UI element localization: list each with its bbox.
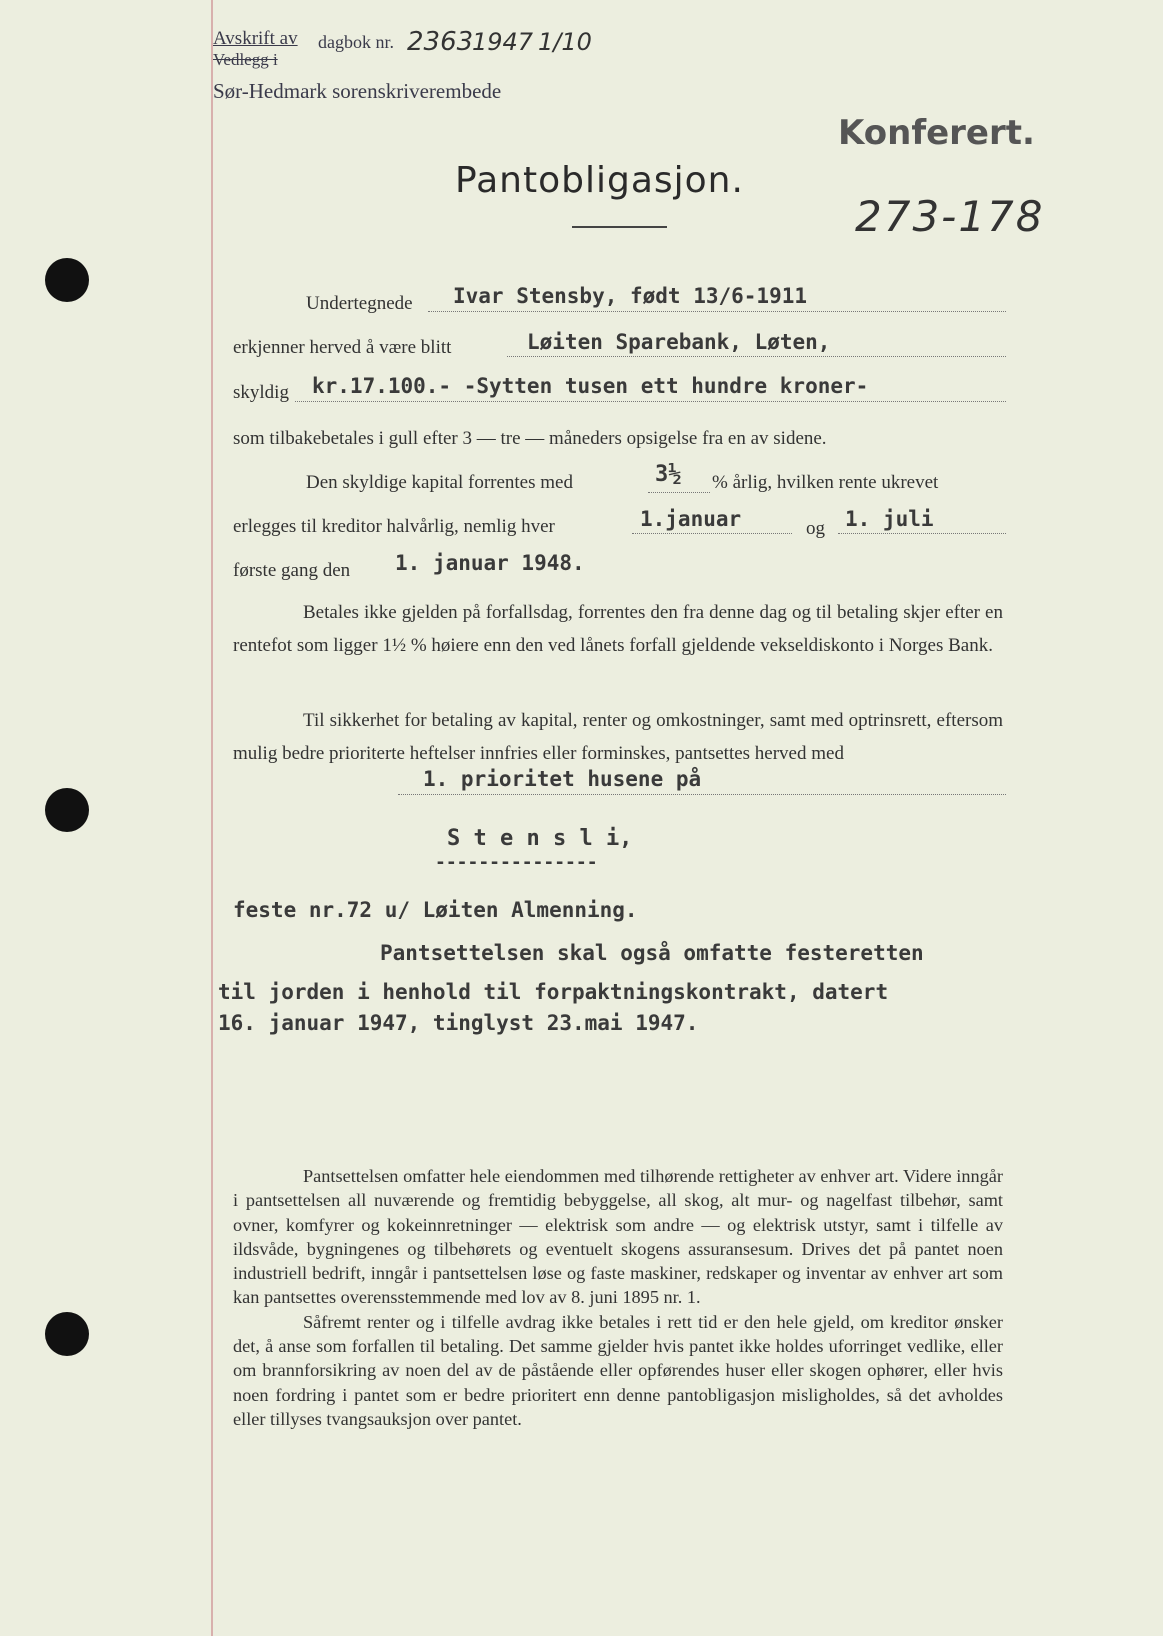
fill-line <box>648 492 710 493</box>
coverage-paragraph <box>233 1164 1003 1431</box>
punch-hole <box>45 258 89 302</box>
creditor-value: Løiten Sparebank, Løten, <box>527 330 831 354</box>
typed-line: til jorden i henhold til forpaktningskontrakt, datert <box>218 980 889 1004</box>
erlegges-label: erlegges til kreditor halvårlig, nemlig hver <box>233 516 555 537</box>
fill-line <box>838 533 1006 534</box>
margin-line <box>211 0 213 1636</box>
fill-line <box>398 794 1006 795</box>
late-payment-paragraph <box>233 596 1003 662</box>
interest-label: Den skyldige kapital forrentes med <box>306 472 573 493</box>
punch-hole <box>45 1312 89 1356</box>
document-title: Pantobligasjon. <box>455 160 744 201</box>
office-stamp: Sør-Hedmark sorenskriverembede <box>213 79 502 103</box>
dagbok-year: 1947 <box>472 28 534 56</box>
erkjenner-label: erkjenner herved å være blitt <box>233 337 452 358</box>
fill-line <box>295 401 1006 402</box>
property-name: S t e n s l i, <box>447 826 633 851</box>
paragraph-text: Til sikkerhet for betaling av kapital, renter og omkostninger, samt med optrinsrett, eftersom mulig bedre prioriterte heftelser innfries eller forminskes, pantsettes herved med <box>233 710 1003 764</box>
dagbok-date: 1/10 <box>538 28 592 56</box>
dagbok-number: 2363 <box>407 27 474 57</box>
undertegnede-label: Undertegnede <box>306 293 413 314</box>
undertegnede-value: Ivar Stensby, født 13/6-1911 <box>453 284 808 308</box>
payment-date-1: 1.januar <box>640 507 742 531</box>
amount-value: kr.17.100.- -Sytten tusen ett hundre kroner- <box>312 374 869 398</box>
fill-line <box>507 356 1006 357</box>
skyldig-label: skyldig <box>233 382 289 403</box>
paragraph-text: Pantsettelsen omfatter hele eiendommen med tilhørende rettigheter av enhver art. Videre inngår i pantsettelsen all nuværende og fremtidig bebyggelse, all skog, alt mur- og nagelfast tilbehør, samt ovner, komfyrer og kokeinnretninger — elektrisk som andre — og elektrisk utstyr, samt i tilfelle av ildsvåde, bygningenes og tilbehørets og eventuelt skogens assuransesum. Drives det på pantet noen industriell bedrift, inngår i pantsettelsen løse og faste maskiner, redskaper og inventar av enhver art som kan pantsettes overensstemmende med lov av 8. juni 1895 nr. 1. <box>233 1166 1003 1308</box>
payment-date-2: 1. juli <box>845 507 934 531</box>
priority-value: 1. prioritet husene på <box>423 767 702 791</box>
typed-line: Pantsettelsen skal også omfatte festeretten <box>380 941 924 965</box>
paragraph-text: Såfremt renter og i tilfelle avdrag ikke betales i rett tid er den hele gjeld, om kreditor ønsker det, å anse som forfallen til betaling. Det samme gjelder hvis pantet ikke holdes uforringet vedlike, eller om brannforsikring av noen del av de påstående eller opførendes huser eller skogen ophører, eller hvis noen fordring i pantet som er bedre prioritert enn denne pantobligasjon misligholdes, så det avholdes eller tillyses tvangsauksjon over pantet. <box>233 1311 1003 1429</box>
interest-rate: 3½ <box>655 462 682 487</box>
typed-line: feste nr.72 u/ Løiten Almenning. <box>233 898 638 922</box>
fill-line <box>632 533 792 534</box>
first-payment-date: 1. januar 1948. <box>395 551 585 575</box>
konferert-stamp: Konferert. <box>838 113 1035 153</box>
dagbok-label: dagbok nr. <box>318 32 394 52</box>
security-paragraph <box>233 704 1003 770</box>
og-label: og <box>806 518 825 539</box>
paragraph-text: Betales ikke gjelden på forfallsdag, forrentes den fra denne dag og til betaling skjer efter en rentefot som ligger 1½ % høiere enn den ved lånets forfall gjeldende vekseldiskonto i Norges Bank. <box>233 602 1003 656</box>
punch-hole <box>45 788 89 832</box>
repayment-terms: som tilbakebetales i gull efter 3 — tre — måneders opsigelse fra en av sidene. <box>233 428 827 449</box>
title-underline <box>572 226 667 228</box>
typed-line: 16. januar 1947, tinglyst 23.mai 1947. <box>218 1011 699 1035</box>
stamp-avskrift: Avskrift av <box>213 28 298 49</box>
interest-suffix: % årlig, hvilken rente ukrevet <box>712 472 939 493</box>
property-underline: --------------- <box>435 852 598 873</box>
fill-line <box>428 311 1006 312</box>
reference-number: 273-178 <box>855 192 1045 241</box>
stamp-vedlegg: Vedlegg i <box>213 50 278 69</box>
first-payment-label: første gang den <box>233 560 351 581</box>
